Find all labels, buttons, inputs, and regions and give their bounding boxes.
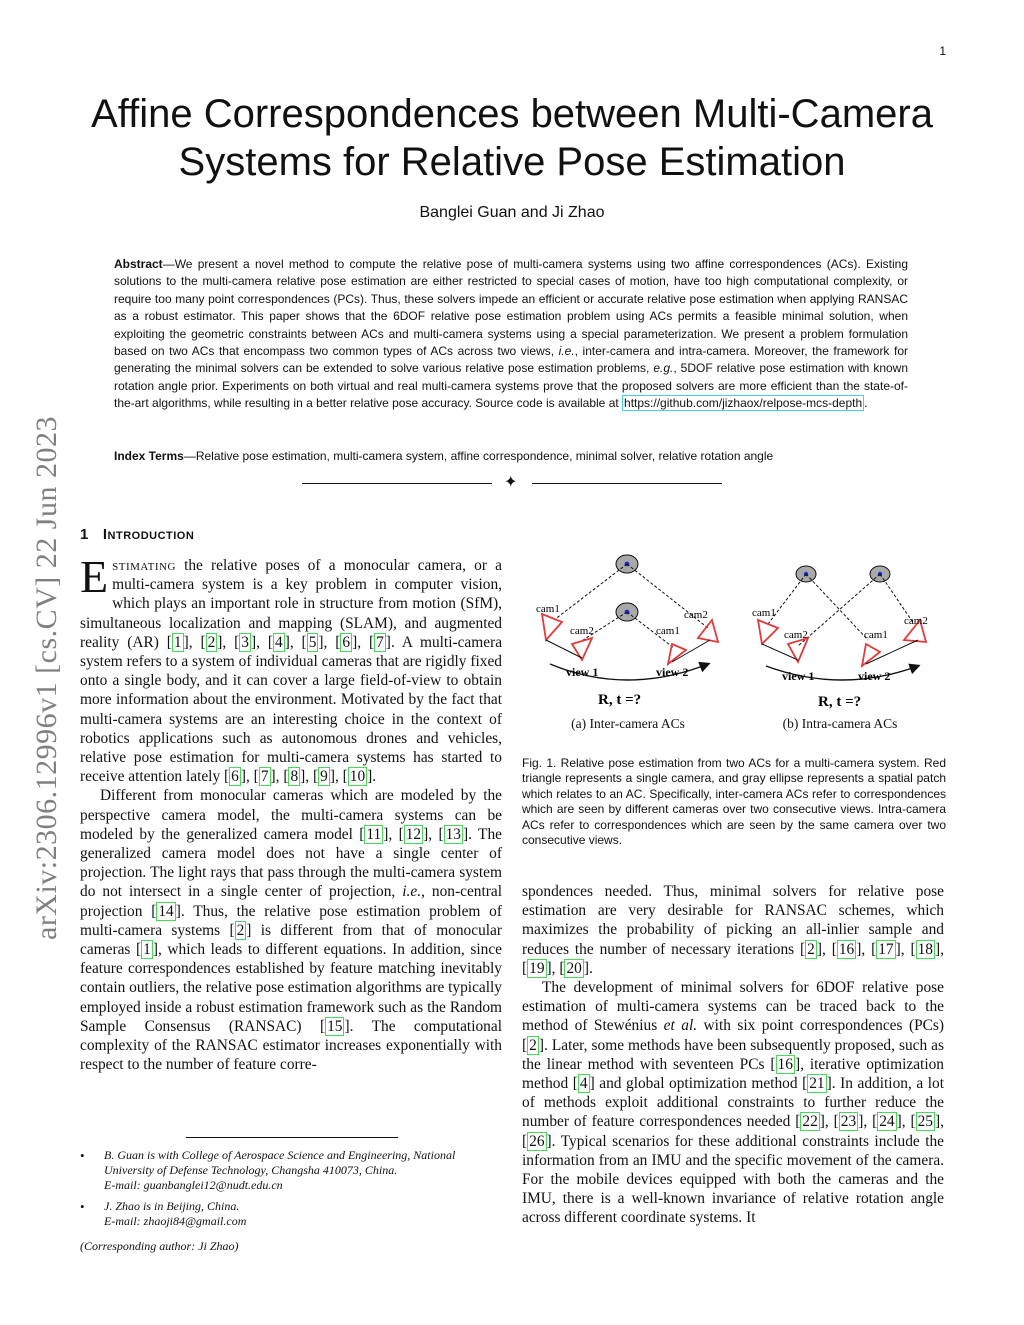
footnotes bbox=[80, 1148, 504, 1254]
pose-query-label: R, t =? bbox=[598, 692, 642, 708]
citation-link[interactable]: 17 bbox=[878, 940, 894, 958]
citation-link[interactable]: 2 bbox=[529, 1036, 537, 1054]
cam2-label: cam2 bbox=[904, 615, 928, 627]
citation-link[interactable]: 2 bbox=[807, 940, 815, 958]
citation-link[interactable]: 16 bbox=[838, 940, 855, 958]
citation-link[interactable]: 13 bbox=[445, 825, 461, 843]
arxiv-identifier: arXiv:2306.12996v1 [cs.CV] 22 Jun 2023 bbox=[30, 416, 63, 940]
citation-link[interactable]: 25 bbox=[917, 1113, 933, 1131]
citation-link[interactable]: 26 bbox=[529, 1132, 545, 1150]
intro-paragraph-4: The development of minimal solvers for 6DOF relative pose estimation of multi-camera systems can be traced back to the method of Stewénius et al. with six point correspondences (PCs) [ 2 ]. Later, some methods have been subsequently proposed, such as the linear method with seventeen PCs [ 16 ], iterative optimization method [ 4 ] and global optimization method [ 21 ]. In addition, a lot of methods exploit additional constraints to further reduce the number of feature correspondences needed [ 22 ], [ 23 ], [ 24 ], [ 25 ], [ 26 ]. Typical scenarios for these additional constraints include the information from an IMU and the specific movement of the camera. For the mobile devices equipped with both the cameras and the IMU, there is a well-known invariance of relative rotation angle across different coordinate systems. It bbox=[522, 979, 945, 1227]
authors: Banglei Guan and Ji Zhao bbox=[419, 204, 605, 221]
drop-cap: E bbox=[80, 551, 109, 602]
citation-link[interactable]: 6 bbox=[342, 633, 351, 651]
camera-icon bbox=[758, 620, 778, 644]
abstract-label: Abstract bbox=[114, 257, 163, 271]
citation-link[interactable]: 4 bbox=[579, 1075, 588, 1093]
citation-link[interactable]: 23 bbox=[840, 1113, 857, 1131]
subcaption-a: (a) Inter-camera ACs bbox=[571, 716, 685, 731]
citation-link[interactable]: 16 bbox=[777, 1055, 793, 1073]
cam2-label: cam2 bbox=[784, 629, 808, 641]
citation-link[interactable]: 15 bbox=[327, 1017, 343, 1035]
camera-icon bbox=[572, 638, 592, 660]
divider-left bbox=[302, 483, 492, 484]
camera-icon bbox=[862, 644, 880, 666]
camera-icon bbox=[788, 638, 808, 662]
abstract: Abstract—We present a novel method to compute the relative pose of multi-camera systems using two affine correspondences (ACs). Existing solutions to the multi-camera relative pose estimation are either restricted to special cases of motion, have too high computational complexity, or require too many point correspondences (PCs). Thus, these solvers impede an efficient or accurate relative pose estimation when applying RANSAC as a robust estimator. This paper shows that the 6DOF relative pose estimation problem using ACs permits a feasible minimal solution, when exploiting the geometric constraints between ACs and multi-camera systems using a special parameterization. We present a problem formulation based on two ACs that encompass two common types of ACs across two views, i.e., inter-camera and intra-camera. Moreover, the framework for generating the minimal solvers can be extended to solve various relative pose estimation problems, e.g., 5DOF relative pose estimation with known rotation angle prior. Experiments on both virtual and real multi-camera systems prove that the proposed solvers are more efficient than the state-of-the-art algorithms, while resulting in a better relative pose accuracy. Source code is available at https://github.com/jizhaox/relpose-mcs-depth . bbox=[114, 257, 909, 411]
figure-caption: Fig. 1. Relative pose estimation from two ACs for a multi-camera system. Red triangle represents a single camera, and gray ellipse represents a spatial patch which relates to an AC. Specifically, inter-camera ACs refer to correspondences which are seen by different cameras over two consecutive views. Intra-camera ACs refer to correspondences which are seen by the same camera over two consecutive views. bbox=[522, 756, 946, 848]
cam2-label: cam2 bbox=[684, 609, 708, 621]
citation-link[interactable]: 7 bbox=[376, 633, 384, 651]
citation-link[interactable]: 11 bbox=[366, 825, 382, 843]
citation-link[interactable]: 9 bbox=[320, 768, 328, 786]
zhao-email: E-mail: zhaoji84@gmail.com bbox=[104, 1214, 247, 1228]
subcaption-b: (b) Intra-camera ACs bbox=[782, 716, 898, 731]
cam1-label: cam1 bbox=[656, 625, 680, 637]
pose-query-label: R, t =? bbox=[818, 694, 862, 710]
footnote-zhao: • J. Zhao is in Beijing, China. E-mail: zhaoji84@gmail.com bbox=[80, 1199, 504, 1229]
title-line-1: Affine Correspondences between Multi-Camera bbox=[91, 92, 933, 136]
citation-link[interactable]: 1 bbox=[143, 941, 151, 959]
citation-link[interactable]: 4 bbox=[274, 633, 283, 651]
citation-link[interactable]: 6 bbox=[231, 768, 239, 786]
citation-link[interactable]: 8 bbox=[290, 768, 299, 786]
intro-right-column bbox=[522, 882, 944, 1228]
citation-link[interactable]: 5 bbox=[308, 633, 317, 651]
corresponding-author: (Corresponding author: Ji Zhao) bbox=[80, 1239, 239, 1253]
intro-paragraph-1: Estimating the relative poses of a monocular camera, or a multi-camera system is a key problem in computer vision, which plays an important role in structure from motion (SfM), simultaneous localization and mapping (SLAM), and augmented reality (AR) [ 1 ], [ 2 ], [ 3 ], [ 4 ], [ 5 ], [ 6 ], [ 7 ]. A multi-camera system refers to a system of individual cameras that are rigidly fixed onto a single body, and it can cover a large field-of-view to obtain more information about the environment. Motivated by the fact that multi-camera systems are an interesting choice in the context of robotics applications such as autonomous drones and vehicles, relative pose estimation for multi-camera systems has started to receive attention lately [ 6 ], [ 7 ], [ 8 ], [ 9 ], [ 10 ]. bbox=[80, 551, 503, 786]
intro-left-column bbox=[80, 551, 503, 1074]
footnote-rule bbox=[186, 1137, 398, 1138]
cam1-label: cam1 bbox=[536, 603, 560, 615]
citation-link[interactable]: 2 bbox=[236, 921, 245, 939]
footnote-guan: • B. Guan is with College of Aerospace Science and Engineering, National University of Defense Technology, Changsha 410073, China. E-mail: guanbanglei12@nudt.edu.cn bbox=[80, 1148, 504, 1193]
view1-label: view 1 bbox=[566, 665, 599, 679]
guan-email: E-mail: guanbanglei12@nudt.edu.cn bbox=[104, 1178, 283, 1192]
cam1-label: cam1 bbox=[752, 607, 776, 619]
citation-link[interactable]: 20 bbox=[566, 959, 582, 977]
index-terms: Index Terms—Relative pose estimation, multi-camera system, affine correspondence, minimal solver, relative rotation angle bbox=[114, 449, 774, 463]
bullet-icon: • bbox=[80, 1199, 85, 1214]
divider-right bbox=[532, 483, 722, 484]
camera-icon bbox=[542, 614, 562, 640]
view2-label: view 2 bbox=[858, 669, 891, 683]
section-heading: 1 Introduction bbox=[80, 526, 195, 543]
view1-label: view 1 bbox=[782, 669, 815, 683]
citation-link[interactable]: 18 bbox=[917, 940, 933, 958]
paper-title bbox=[70, 90, 954, 186]
camera-icon bbox=[698, 620, 718, 642]
title-line-2: Systems for Relative Pose Estimation bbox=[178, 140, 846, 184]
view2-label: view 2 bbox=[656, 665, 689, 679]
citation-link[interactable]: 7 bbox=[260, 768, 269, 786]
page-number: 1 bbox=[939, 44, 946, 58]
citation-link[interactable]: 14 bbox=[158, 902, 174, 920]
intra-camera-panel bbox=[752, 566, 928, 710]
citation-link[interactable]: 2 bbox=[207, 633, 216, 651]
citation-link[interactable]: 1 bbox=[173, 633, 182, 651]
index-terms-label: Index Terms bbox=[114, 449, 184, 463]
citation-link[interactable]: 24 bbox=[879, 1113, 895, 1131]
citation-link[interactable]: 3 bbox=[241, 633, 249, 651]
diamond-ornament-icon: ✦ bbox=[504, 474, 518, 491]
camera-icon bbox=[668, 644, 686, 664]
citation-link[interactable]: 19 bbox=[529, 959, 545, 977]
citation-link[interactable]: 12 bbox=[405, 825, 422, 843]
source-code-link[interactable]: https://github.com/jizhaox/relpose-mcs-depth bbox=[624, 396, 863, 411]
inter-camera-panel bbox=[536, 555, 718, 708]
citation-link[interactable]: 21 bbox=[809, 1075, 825, 1093]
intro-paragraph-2: Different from monocular cameras which are modeled by the perspective camera model, the multi-camera systems can be modeled by the generalized camera model [ 11 ], [ 12 ], [ 13 ]. The generalized camera model does not have a single center of projection. The light rays that pass through the multi-camera system do not intersect in a single center of projection, i.e., non-central projection [ 14 ]. Thus, the relative pose estimation problem of multi-camera systems [ 2 ] is different from that of monocular cameras [ 1 ], which leads to different equations. In addition, since feature correspondences established by feature matching inevitably contain outliers, the relative pose estimation algorithms are typically employed inside a robust estimation framework such as the Random Sample Consensus (RANSAC) [ 15 ]. The computational complexity of the RANSAC estimator increases exponentially with respect to the number of feature corre- bbox=[80, 787, 503, 1074]
citation-link[interactable]: 22 bbox=[802, 1113, 818, 1131]
cam2-label: cam2 bbox=[570, 625, 594, 637]
intro-paragraph-3: spondences needed. Thus, minimal solvers for relative pose estimation are very desirable for RANSAC schemes, which maximizes the probability of picking an all-inlier sample and reduces the number of necessary iterations [ 2 ], [ 16 ], [ 17 ], [ 18 ], [ 19 ], [ 20 ]. bbox=[522, 883, 944, 977]
bullet-icon: • bbox=[80, 1148, 85, 1163]
citation-link[interactable]: 10 bbox=[349, 768, 366, 786]
cam1-label: cam1 bbox=[864, 629, 888, 641]
